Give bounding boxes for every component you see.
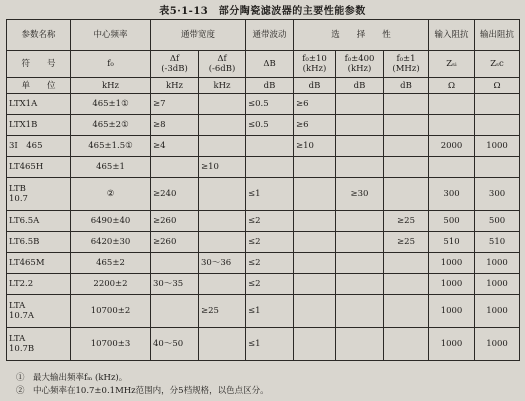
unit-bw6: kHz (199, 78, 246, 94)
row-zin: 300 (429, 178, 475, 211)
row-name: LTX1A (7, 94, 71, 115)
row-zout: 300 (475, 178, 520, 211)
unit-name: 单 位 (7, 78, 71, 94)
row-sel400 (336, 253, 384, 274)
row-bw3: ≥4 (151, 136, 199, 157)
row-sel10 (294, 295, 336, 328)
row-ripple: ≤1 (246, 328, 294, 361)
unit-bw3: kHz (151, 78, 199, 94)
row-sel400 (336, 295, 384, 328)
header-name: 参数名称 (7, 20, 71, 51)
row-zout: 1000 (475, 295, 520, 328)
table-row (7, 115, 520, 136)
row-bw6 (199, 178, 246, 211)
data-rows (7, 94, 520, 361)
row-sel400: ≥30 (336, 178, 384, 211)
row-bw6: ≥10 (199, 157, 246, 178)
row-bw3 (151, 295, 199, 328)
row-sel1 (384, 115, 429, 136)
table-row (7, 232, 520, 253)
row-zin (429, 157, 475, 178)
symbol-sel400: f₀±400 (kHz) (336, 51, 384, 78)
row-center-freq: 465±1.5① (71, 136, 151, 157)
row-ripple: ≤2 (246, 274, 294, 295)
row-name: LTB 10.7 (7, 178, 71, 211)
row-zin: 1000 (429, 274, 475, 295)
row-name: LTX1B (7, 115, 71, 136)
row-sel400 (336, 94, 384, 115)
row-sel400 (336, 232, 384, 253)
row-zin: 510 (429, 232, 475, 253)
header-passband-width: 通带宽度 (151, 20, 246, 51)
row-center-freq: 6420±30 (71, 232, 151, 253)
row-sel400 (336, 211, 384, 232)
symbol-zin: Zₛᵢ (429, 51, 475, 78)
row-sel10 (294, 253, 336, 274)
row-bw6 (199, 211, 246, 232)
footnotes (16, 372, 269, 398)
row-zin (429, 115, 475, 136)
row-bw3: 40～50 (151, 328, 199, 361)
row-ripple: ≤0.5 (246, 94, 294, 115)
table-title: 表5·1-13 部分陶瓷滤波器的主要性能参数 (159, 6, 366, 17)
row-bw6 (199, 328, 246, 361)
row-bw3: ≥8 (151, 115, 199, 136)
row-center-freq: 465±2 (71, 253, 151, 274)
row-bw3: ≥240 (151, 178, 199, 211)
row-zout: 1000 (475, 253, 520, 274)
row-sel1: ≥25 (384, 232, 429, 253)
header-output-impedance: 输出阻抗 (475, 20, 520, 51)
row-name: LT6.5A (7, 211, 71, 232)
header-row (7, 20, 520, 51)
row-zout: 510 (475, 232, 520, 253)
footnote: ① 最大输出频率fₘ (kHz)。 (16, 373, 128, 383)
row-sel1 (384, 328, 429, 361)
row-ripple: ≤2 (246, 253, 294, 274)
row-sel400 (336, 157, 384, 178)
row-sel1 (384, 253, 429, 274)
row-sel1 (384, 178, 429, 211)
row-name: 3I 465 (7, 136, 71, 157)
row-name: LT2.2 (7, 274, 71, 295)
unit-sel10: dB (294, 78, 336, 94)
row-sel1 (384, 274, 429, 295)
row-center-freq: 10700±2 (71, 295, 151, 328)
row-center-freq: 465±2① (71, 115, 151, 136)
unit-zin: Ω (429, 78, 475, 94)
row-sel1 (384, 94, 429, 115)
symbol-sel10: f₀±10 (kHz) (294, 51, 336, 78)
row-bw6 (199, 232, 246, 253)
header-selectivity: 选 择 性 (294, 20, 429, 51)
row-name: LT6.5B (7, 232, 71, 253)
row-name: LTA 10.7A (7, 295, 71, 328)
row-sel10: ≥6 (294, 115, 336, 136)
row-zout: 1000 (475, 136, 520, 157)
table-row (7, 136, 520, 157)
row-zout: 1000 (475, 274, 520, 295)
row-center-freq: ② (71, 178, 151, 211)
table-row (7, 274, 520, 295)
row-bw6: ≥25 (199, 295, 246, 328)
symbol-bw3: Δf (-3dB) (151, 51, 199, 78)
row-bw3: ≥7 (151, 94, 199, 115)
header-input-impedance: 输入阻抗 (429, 20, 475, 51)
row-bw3: ≥260 (151, 232, 199, 253)
row-name: LTA 10.7B (7, 328, 71, 361)
row-sel1 (384, 136, 429, 157)
row-ripple: ≤1 (246, 295, 294, 328)
row-ripple: ≤2 (246, 232, 294, 253)
symbol-sel1: f₀±1 (MHz) (384, 51, 429, 78)
header-passband-ripple: 通带波动 (246, 20, 294, 51)
unit-zout: Ω (475, 78, 520, 94)
row-bw6 (199, 274, 246, 295)
row-sel10 (294, 157, 336, 178)
row-sel10 (294, 178, 336, 211)
row-bw6 (199, 94, 246, 115)
row-zin: 1000 (429, 295, 475, 328)
symbol-row (7, 51, 520, 78)
row-center-freq: 2200±2 (71, 274, 151, 295)
row-bw3 (151, 253, 199, 274)
row-ripple (246, 157, 294, 178)
row-ripple: ≤2 (246, 211, 294, 232)
symbol-bw6: Δf (-6dB) (199, 51, 246, 78)
row-ripple: ≤1 (246, 178, 294, 211)
unit-sel400: dB (336, 78, 384, 94)
row-bw6 (199, 136, 246, 157)
row-center-freq: 10700±3 (71, 328, 151, 361)
row-zin (429, 94, 475, 115)
row-sel400 (336, 115, 384, 136)
unit-center-freq: kHz (71, 78, 151, 94)
symbol-zout: Zₛc (475, 51, 520, 78)
row-name: LT465H (7, 157, 71, 178)
footnote: ② 中心频率在10.7±0.1MHz范围内，分5档规格，以色点区分。 (16, 386, 269, 396)
row-sel400 (336, 136, 384, 157)
row-sel1 (384, 295, 429, 328)
row-sel10: ≥10 (294, 136, 336, 157)
row-sel10 (294, 232, 336, 253)
spec-table (6, 19, 520, 361)
symbol-ripple: ΔB (246, 51, 294, 78)
row-center-freq: 465±1 (71, 157, 151, 178)
row-zin: 2000 (429, 136, 475, 157)
table-row (7, 211, 520, 232)
row-sel400 (336, 328, 384, 361)
row-zin: 500 (429, 211, 475, 232)
row-sel400 (336, 274, 384, 295)
row-zout (475, 94, 520, 115)
row-sel10 (294, 328, 336, 361)
row-zout: 500 (475, 211, 520, 232)
row-ripple (246, 136, 294, 157)
table-row (7, 328, 520, 361)
header-center-freq: 中心频率 (71, 20, 151, 51)
table-row (7, 295, 520, 328)
row-sel10 (294, 211, 336, 232)
symbol-center-freq: f₀ (71, 51, 151, 78)
row-sel10: ≥6 (294, 94, 336, 115)
row-center-freq: 6490±40 (71, 211, 151, 232)
row-zin: 1000 (429, 253, 475, 274)
symbol-name: 符 号 (7, 51, 71, 78)
row-sel1: ≥25 (384, 211, 429, 232)
row-sel10 (294, 274, 336, 295)
row-zout: 1000 (475, 328, 520, 361)
row-bw3: 30～35 (151, 274, 199, 295)
row-name: LT465M (7, 253, 71, 274)
row-bw3 (151, 157, 199, 178)
row-zin: 1000 (429, 328, 475, 361)
row-ripple: ≤0.5 (246, 115, 294, 136)
unit-row (7, 78, 520, 94)
table-row (7, 94, 520, 115)
row-bw6: 30～36 (199, 253, 246, 274)
row-zout (475, 157, 520, 178)
row-bw6 (199, 115, 246, 136)
row-zout (475, 115, 520, 136)
table-row (7, 178, 520, 211)
unit-ripple: dB (246, 78, 294, 94)
row-sel1 (384, 157, 429, 178)
row-center-freq: 465±1① (71, 94, 151, 115)
table-row (7, 157, 520, 178)
unit-sel1: dB (384, 78, 429, 94)
row-bw3: ≥260 (151, 211, 199, 232)
table-row (7, 253, 520, 274)
